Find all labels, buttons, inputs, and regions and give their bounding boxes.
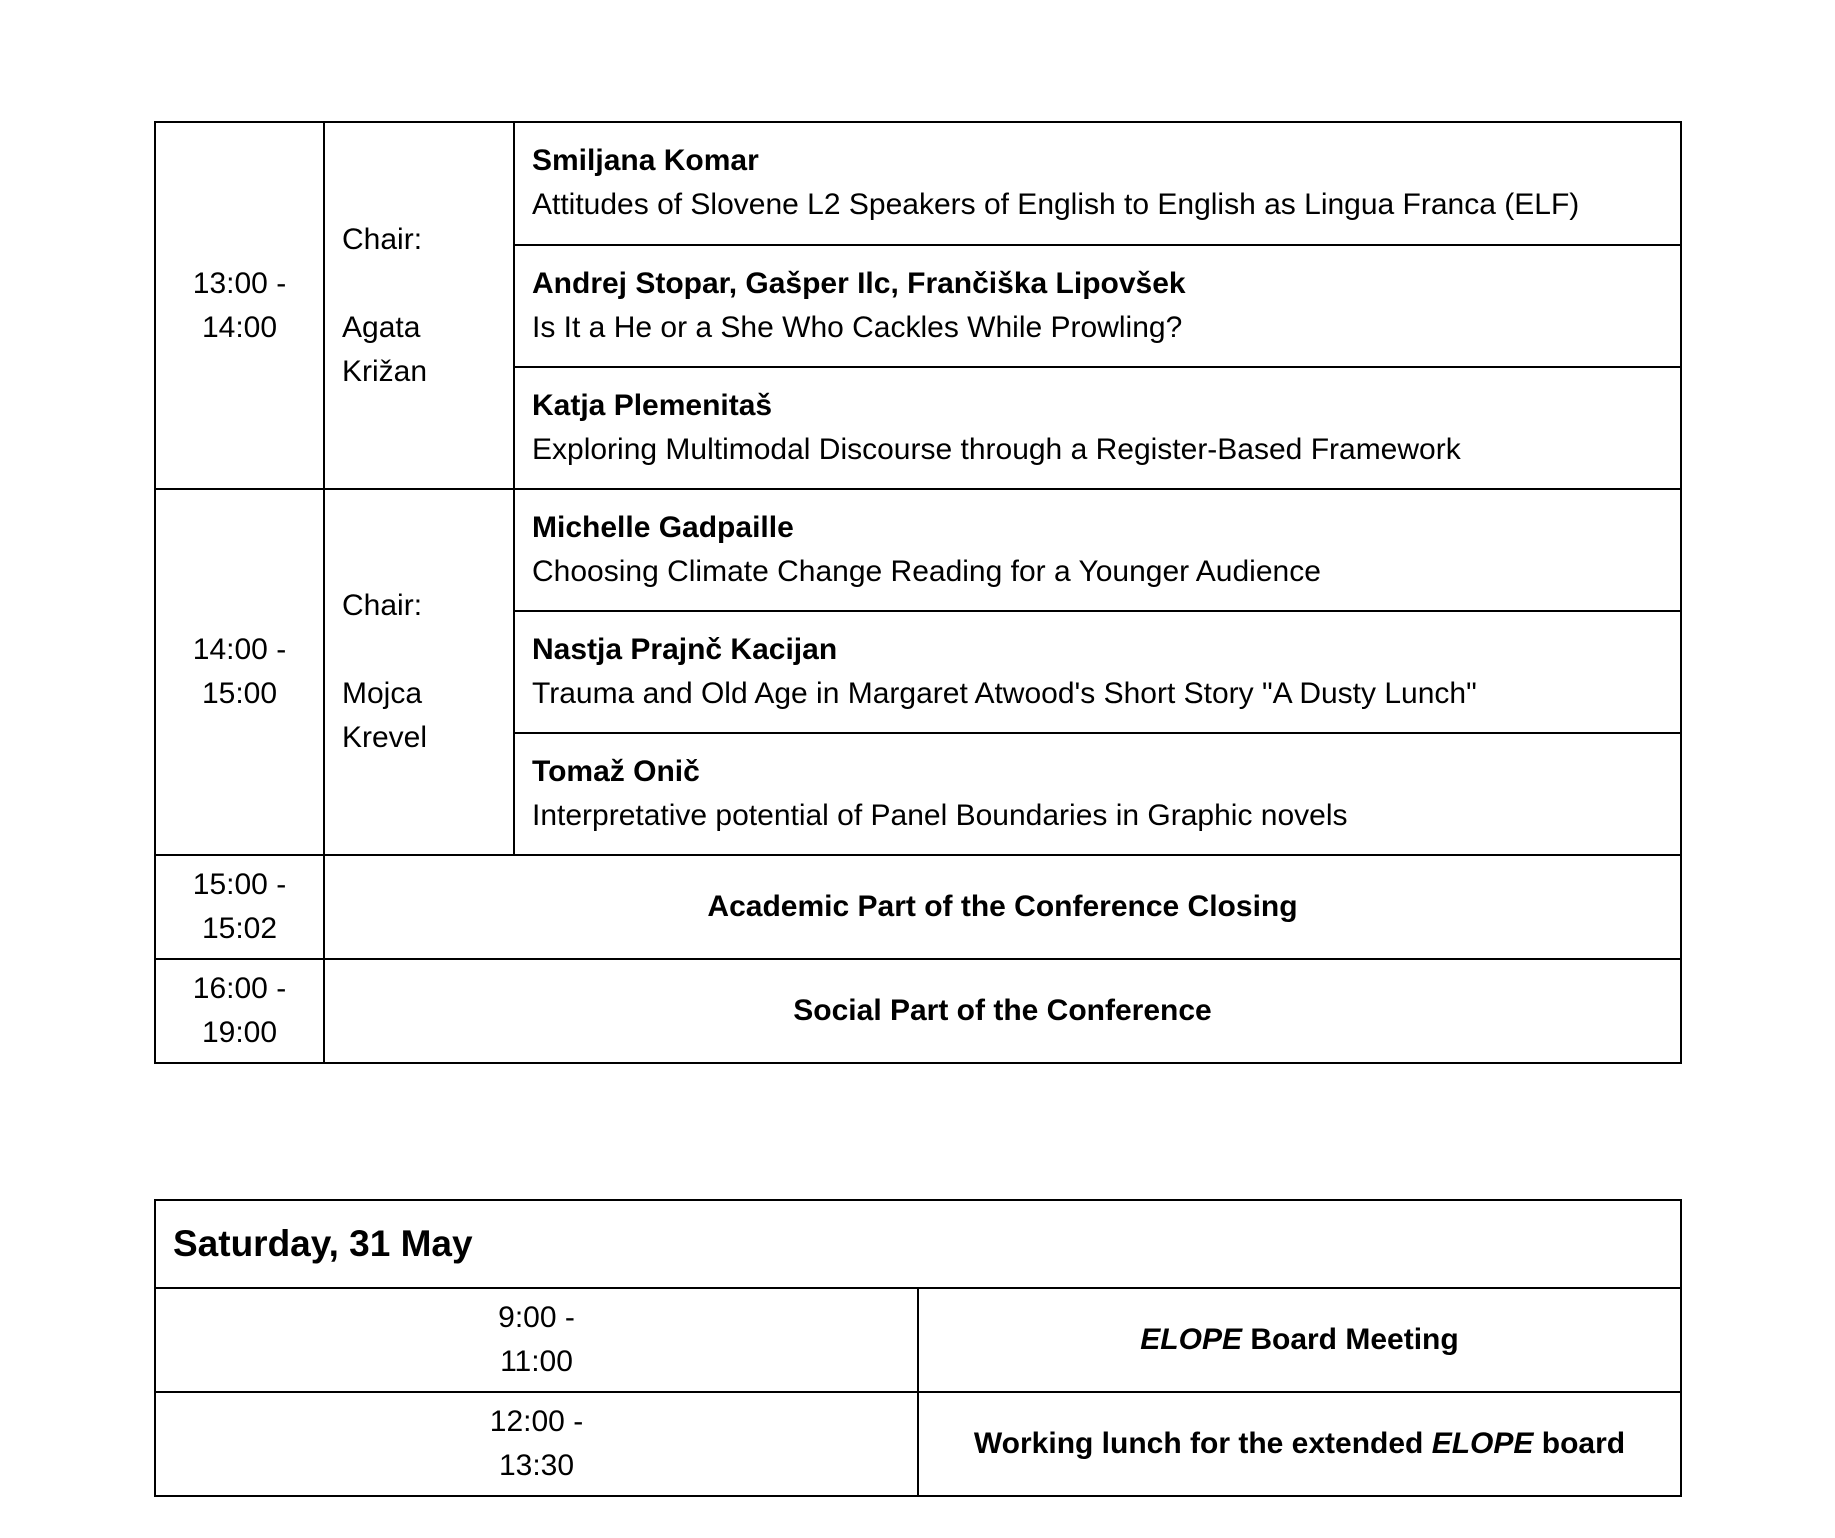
- event-label: [918, 1392, 1681, 1496]
- event-label: Academic Part of the Conference Closing: [324, 855, 1681, 959]
- chair-last-name: Krevel: [342, 721, 428, 754]
- time-end: 13:30: [498, 1449, 575, 1482]
- time-end: 15:02: [201, 912, 278, 945]
- time-end: 19:00: [201, 1016, 278, 1049]
- talk-cell: [514, 611, 1681, 733]
- session-chair: [324, 122, 514, 489]
- talk-title: Choosing Climate Change Reading for a Younger Audience: [532, 554, 1321, 588]
- chair-label: Chair:: [342, 589, 423, 622]
- event-label: Social Part of the Conference: [324, 959, 1681, 1063]
- talk-author: Nastja Prajnč Kacijan: [532, 632, 838, 666]
- time-start: 16:00 -: [192, 972, 287, 1005]
- session-time: [155, 122, 324, 489]
- event-row: [155, 959, 1681, 1063]
- talk-author: Smiljana Komar: [532, 144, 759, 177]
- talk-author: Katja Plemenitaš: [532, 388, 773, 422]
- saturday-schedule-table: [154, 1199, 1682, 1497]
- session-row: [155, 122, 1681, 245]
- session-row: [155, 489, 1681, 611]
- chair-first-name: Mojca: [342, 677, 423, 710]
- time-start: 13:00 -: [192, 266, 287, 300]
- talk-title: Attitudes of Slovene L2 Speakers of English to English as Lingua Franca (ELF): [532, 188, 1580, 221]
- event-time: [155, 855, 324, 959]
- event-label: [918, 1288, 1681, 1392]
- event-label-rest: Board Meeting: [1242, 1323, 1459, 1356]
- chair-last-name: Križan: [342, 354, 428, 388]
- chair-first-name: Agata: [342, 310, 421, 344]
- talk-author: Michelle Gadpaille: [532, 510, 794, 544]
- talk-title: Is It a He or a She Who Cackles While Prowling?: [532, 310, 1183, 344]
- event-row: [155, 855, 1681, 959]
- talk-cell: [514, 733, 1681, 855]
- time-start: 12:00 -: [489, 1405, 584, 1438]
- session-time: [155, 489, 324, 855]
- event-row: [155, 1392, 1681, 1496]
- chair-label: Chair:: [342, 222, 423, 256]
- session-chair: [324, 489, 514, 855]
- time-end: 11:00: [500, 1345, 573, 1378]
- event-time: [155, 1392, 918, 1496]
- talk-author: Andrej Stopar, Gašper Ilc, Frančiška Lipovšek: [532, 266, 1186, 300]
- talk-title: Trauma and Old Age in Margaret Atwood's Short Story "A Dusty Lunch": [532, 676, 1477, 710]
- journal-name: ELOPE: [1140, 1323, 1242, 1356]
- event-row: [155, 1288, 1681, 1392]
- talk-cell: [514, 122, 1681, 245]
- friday-schedule-table: [154, 121, 1682, 1064]
- time-end: 14:00: [201, 310, 278, 344]
- event-label-start: Working lunch for the extended: [973, 1427, 1432, 1460]
- event-label-rest: board: [1533, 1427, 1626, 1460]
- talk-cell: [514, 367, 1681, 489]
- day-header-row: [155, 1200, 1681, 1288]
- talk-author: Tomaž Onič: [532, 754, 700, 788]
- time-start: 14:00 -: [192, 633, 287, 666]
- talk-title: Exploring Multimodal Discourse through a Register-Based Framework: [532, 432, 1461, 466]
- day-heading: Saturday, 31 May: [155, 1200, 1681, 1288]
- journal-name: ELOPE: [1431, 1427, 1534, 1460]
- talk-cell: [514, 489, 1681, 611]
- time-start: 9:00 -: [498, 1301, 575, 1334]
- event-time: [155, 959, 324, 1063]
- talk-title: Interpretative potential of Panel Boundaries in Graphic novels: [532, 798, 1348, 832]
- time-end: 15:00: [201, 677, 278, 710]
- talk-cell: [514, 245, 1681, 367]
- event-time: [155, 1288, 918, 1392]
- time-start: 15:00 -: [192, 868, 287, 901]
